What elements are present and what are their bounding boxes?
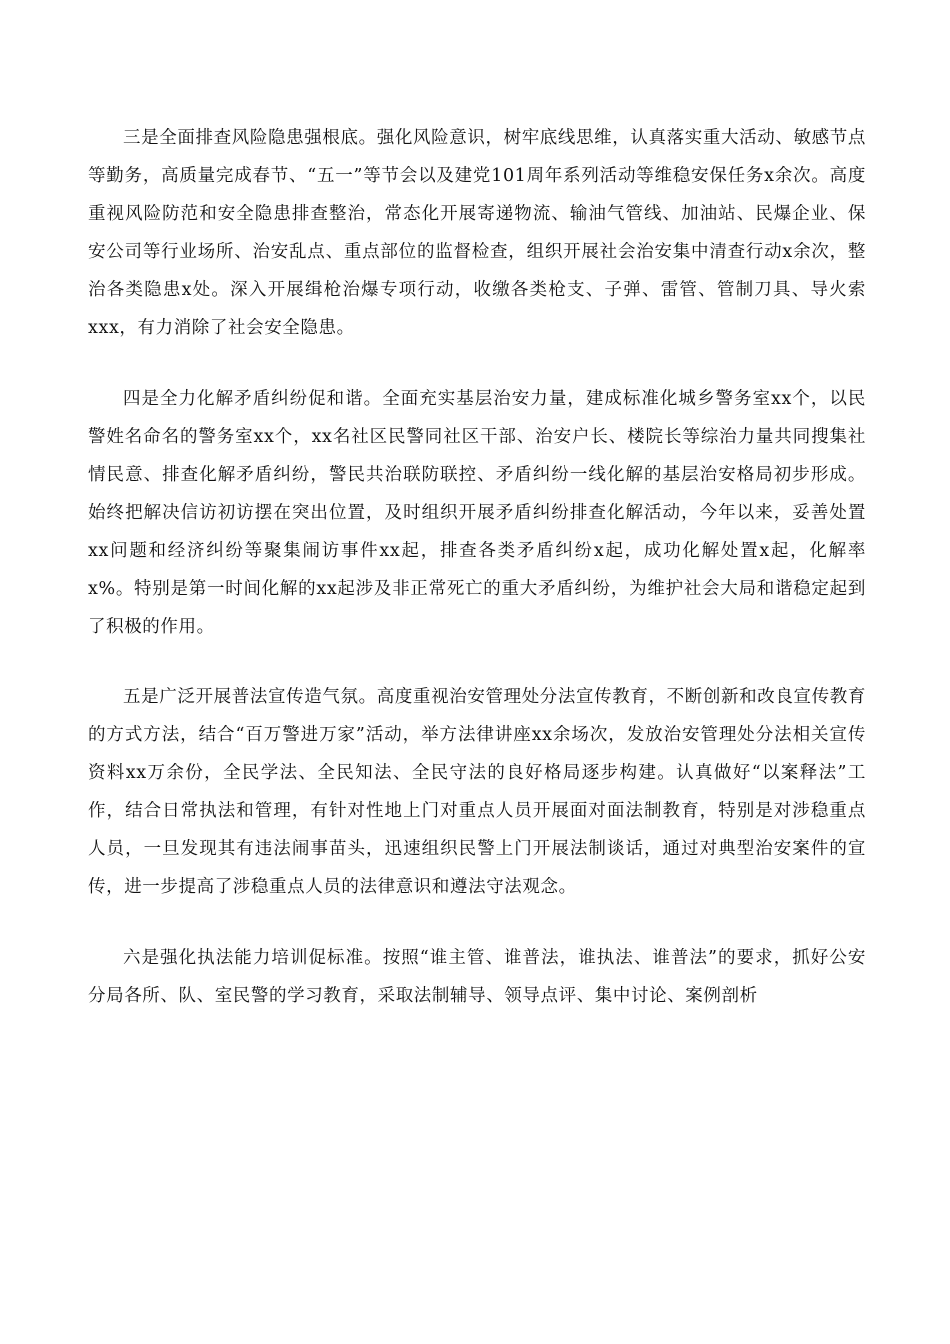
paragraph-risk-inspection: 三是全面排查风险隐患强根底。强化风险意识，树牢底线思维，认真落实重大活动、敏感节点等勤务，高质量完成春节、“五一”等节会以及建党101周年系列活动等维稳安保任务x余次。高度重视风险防范和安全隐患排查整治，常态化开展寄递物流、输油气管线、加油站、民爆企业、保安公司等行业场所、治安乱点、重点部位的监督检查，组织开展社会治安集中清查行动x余次，整治各类隐患x处。深入开展缉枪治爆专项行动，收缴各类枪支、子弹、雷管、管制刀具、导火索xxx，有力消除了社会安全隐患。	[88, 128, 866, 338]
paragraph-dispute-resolution: 四是全力化解矛盾纠纷促和谐。全面充实基层治安力量，建成标准化城乡警务室xx个，以民警姓名命名的警务室xx个，xx名社区民警同社区干部、治安户长、楼院长等综治力量共同搜集社情民意、排查化解矛盾纠纷，警民共治联防联控、矛盾纠纷一线化解的基层治安格局初步形成。始终把解决信访初访摆在突出位置，及时组织开展矛盾纠纷排查化解活动，今年以来，妥善处置xx问题和经济纠纷等聚集闹访事件xx起，排查各类矛盾纠纷x起，成功化解处置x起，化解率x%。特别是第一时间化解的xx起涉及非正常死亡的重大矛盾纠纷，为维护社会大局和谐稳定起到了积极的作用。	[88, 389, 866, 637]
paragraph-law-publicity: 五是广泛开展普法宣传造气氛。高度重视治安管理处分法宣传教育，不断创新和改良宣传教育的方式方法，结合“百万警进万家”活动，举方法律讲座xx余场次，发放治安管理处分法相关宣传资料xx万余份，全民学法、全民知法、全民守法的良好格局逐步构建。认真做好“以案释法”工作，结合日常执法和管理，有针对性地上门对重点人员开展面对面法制教育，特别是对涉稳重点人员，一旦发现其有违法闹事苗头，迅速组织民警上门开展法制谈话，通过对典型治安案件的宣传，进一步提高了涉稳重点人员的法律意识和遵法守法观念。	[88, 687, 866, 897]
paragraph-enforcement-training: 六是强化执法能力培训促标准。按照“谁主管、谁普法，谁执法、谁普法”的要求，抓好公安分局各所、队、室民警的学习教育，采取法制辅导、领导点评、集中讨论、案例剖析	[88, 948, 866, 1006]
document-body	[88, 119, 866, 1015]
